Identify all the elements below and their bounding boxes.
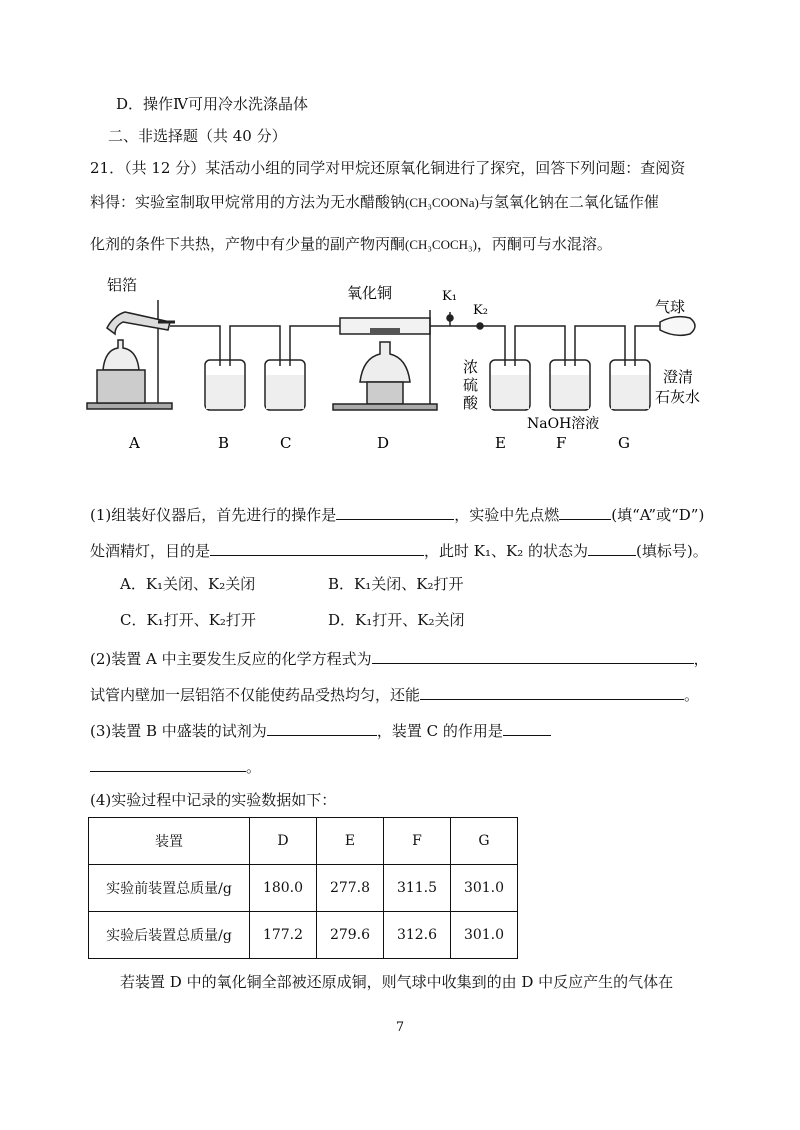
formula-sodium-acetate: (CH₃COONa)	[405, 195, 479, 210]
q21-intro-line2	[90, 192, 659, 213]
final-question-line: 若装置 D 中的氧化铜全部被还原成铜，则气球中收集到的由 D 中反应产生的气体在	[120, 973, 674, 991]
part3-l1a: (3)装置 B 中盛装的试剂为	[90, 722, 267, 740]
table-cell: 312.6	[384, 912, 451, 959]
table-cell: 301.0	[451, 865, 518, 912]
part1-l1c: (填“A”或“D”)	[611, 506, 705, 524]
option-a: A．K₁关闭、K₂关闭	[120, 575, 256, 593]
valve-k1	[447, 315, 453, 321]
apparatus-label-c: C	[280, 434, 292, 452]
table-cell: 实验后装置总质量/g	[89, 912, 250, 959]
cuo-sample-d	[370, 328, 400, 333]
table-row	[89, 865, 518, 912]
valve-k2	[477, 323, 483, 329]
answer-blank-foil-function[interactable]	[420, 684, 684, 700]
answer-blank-role-c[interactable]	[503, 720, 551, 736]
label-lime-2: 石灰水	[655, 388, 701, 406]
label-acid-3: 酸	[463, 394, 479, 412]
table-cell: 180.0	[250, 865, 317, 912]
part2-l2a: 试管内壁加一层铝箔不仅能使药品受热均匀，还能	[90, 686, 421, 704]
part1-l2c: (填标号)。	[636, 542, 708, 560]
part1-l2a: 处酒精灯，目的是	[90, 542, 211, 560]
burner-d	[360, 342, 410, 382]
label-k1: K₁	[442, 289, 457, 304]
q21-intro-line3	[90, 234, 612, 255]
part1-l1a: (1)组装好仪器后，首先进行的操作是	[90, 506, 337, 524]
label-lime-1: 澄清	[663, 368, 694, 386]
data-table	[88, 817, 518, 959]
part4-intro: (4)实验过程中记录的实验数据如下：	[90, 791, 337, 809]
option-b: B．K₁关闭、K₂打开	[328, 575, 464, 593]
part2-l1a: (2)装置 A 中主要发生反应的化学方程式为	[90, 650, 372, 668]
table-header-row	[89, 818, 518, 865]
table-row	[89, 912, 518, 959]
option-c: C．K₁打开、K₂打开	[120, 611, 256, 629]
liquid-g	[611, 375, 649, 409]
table-cell: 301.0	[451, 912, 518, 959]
answer-blank-role-c-cont[interactable]	[90, 756, 246, 772]
apparatus-label-b: B	[218, 434, 230, 452]
q21-intro-line2-a: 料得：实验室制取甲烷常用的方法为无水醋酸钠	[90, 193, 406, 211]
stand-base-a	[87, 403, 172, 409]
answer-blank-equation[interactable]	[372, 648, 694, 664]
answer-blank-first-operation[interactable]	[336, 504, 454, 520]
liquid-e	[491, 375, 529, 409]
apparatus-label-g: G	[618, 434, 630, 452]
apparatus-label-d: D	[377, 434, 390, 452]
label-cuo: 氧化铜	[347, 284, 393, 302]
formula-acetone: (CH₃COCH₃)	[405, 237, 477, 252]
part1-line1	[90, 504, 704, 525]
burner-block-d	[367, 382, 403, 404]
burner-block-a	[97, 370, 145, 403]
q21-intro-line1: 21．（共 12 分）某活动小组的同学对甲烷还原氧化铜进行了探究，回答下列问题：查阅资	[90, 159, 686, 177]
section-heading: 二、非选择题（共 40 分）	[108, 127, 287, 145]
label-k2: K₂	[473, 303, 488, 318]
table-cell: 277.8	[317, 865, 384, 912]
option-d: D．K₁打开、K₂关闭	[328, 611, 465, 629]
table-header-cell: 装置	[89, 818, 250, 865]
q21-intro-line2-b: 与氢氧化钠在二氧化锰作催	[478, 193, 659, 211]
part3-l2b: 。	[246, 758, 262, 776]
part2-line2	[90, 684, 699, 705]
label-acid-1: 浓	[463, 358, 479, 376]
answer-blank-valve-state[interactable]	[588, 540, 636, 556]
table-header-cell: E	[317, 818, 384, 865]
label-naoh: NaOH溶液	[527, 416, 600, 432]
page-number: 7	[395, 1020, 405, 1035]
part1-line2	[90, 540, 708, 561]
part1-l2b: ，此时 K₁、K₂ 的状态为	[424, 542, 588, 560]
liquid-f	[551, 375, 589, 409]
answer-blank-purpose[interactable]	[210, 540, 424, 556]
part2-l2b: 。	[684, 686, 700, 704]
part3-line1	[90, 720, 551, 741]
option-d-text: D．操作Ⅳ可用冷水洗涤晶体	[116, 95, 309, 113]
part2-line1	[90, 648, 709, 669]
answer-blank-reagent-b[interactable]	[267, 720, 377, 736]
q21-intro-line3-a: 化剂的条件下共热，产物中有少量的副产物丙酮	[90, 235, 406, 253]
part3-l1b: ，装置 C 的作用是	[376, 722, 503, 740]
table-header-cell: F	[384, 818, 451, 865]
part2-l1b: ，	[693, 650, 709, 668]
apparatus-diagram	[85, 270, 725, 460]
apparatus-label-e: E	[495, 434, 506, 452]
answer-blank-first-burner[interactable]	[559, 504, 611, 520]
liquid-b	[206, 375, 244, 409]
table-cell: 311.5	[384, 865, 451, 912]
table-cell: 279.6	[317, 912, 384, 959]
label-acid-2: 硫	[463, 376, 479, 394]
table-cell: 177.2	[250, 912, 317, 959]
label-balloon: 气球	[655, 298, 686, 316]
part3-line2	[90, 756, 261, 777]
table-header-cell: G	[451, 818, 518, 865]
apparatus-label-f: F	[556, 434, 567, 452]
liquid-c	[266, 375, 304, 409]
apparatus-label-a: A	[129, 434, 140, 452]
table-header-cell: D	[250, 818, 317, 865]
burner-a	[103, 340, 139, 370]
stand-base-d	[333, 404, 437, 410]
balloon	[660, 317, 695, 336]
part1-l1b: ，实验中先点燃	[454, 506, 560, 524]
table-cell: 实验前装置总质量/g	[89, 865, 250, 912]
label-foil: 铝箔	[107, 276, 138, 294]
q21-intro-line3-b: ，丙酮可与水混溶。	[476, 235, 612, 253]
